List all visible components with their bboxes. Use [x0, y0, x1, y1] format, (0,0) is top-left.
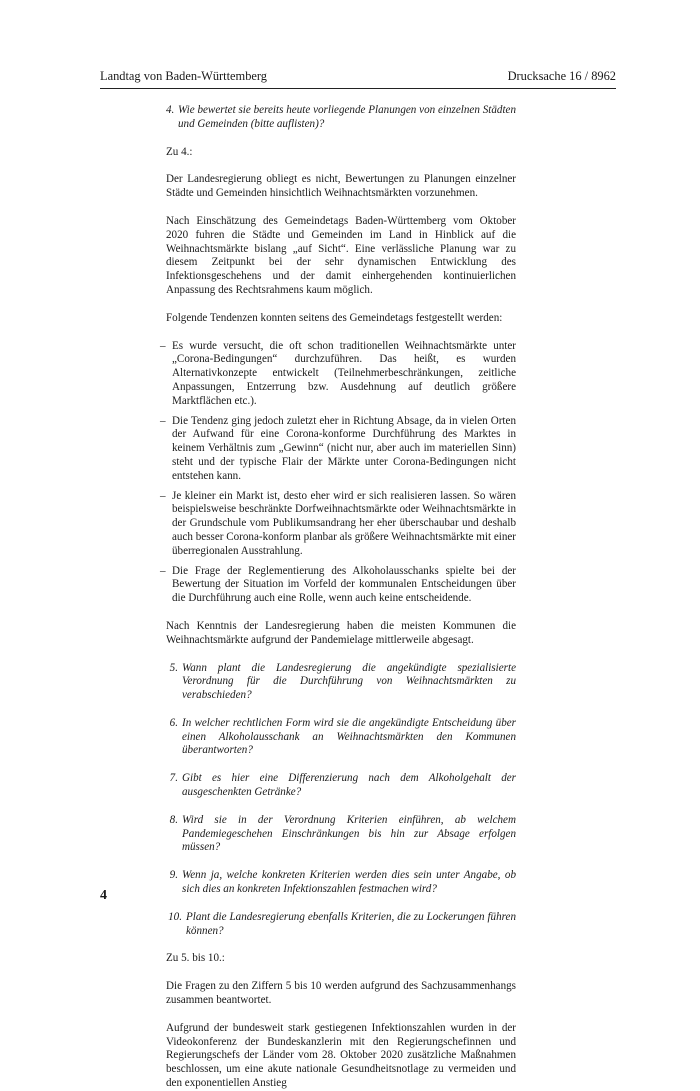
question-text: Wann plant die Landesregierung die angekündigte spezialisierte Verordnung für die Durchführung von Weihnachtsmärkten zu verabschieden?: [182, 661, 516, 702]
question-text: In welcher rechtlichen Form wird sie die angekündigte Entscheidung über einen Alkoholausschank an Weihnachtsmärkten den Kommunen überantworten?: [182, 716, 516, 757]
question-number: 9.: [169, 869, 178, 882]
question-8: [166, 814, 516, 855]
list-item-text: Die Frage der Reglementierung des Alkoholausschanks spielte bei der Bewertung der Situation im Vorfeld der kommunalen Entscheidungen über die Durchführung auch eine Rolle, wenn auch keine entscheidende.: [172, 564, 516, 605]
dash-marker: –: [160, 339, 166, 352]
question-7: [166, 772, 516, 800]
page-number: 4: [100, 888, 107, 903]
question-text: Wie bewertet sie bereits heute vorliegende Planungen von einzelnen Städten und Gemeinden (bitte auflisten)?: [178, 104, 516, 130]
question-text: Gibt es hier eine Differenzierung nach dem Alkoholgehalt der ausgeschenkten Getränke?: [182, 772, 516, 799]
question-number: 10.: [168, 910, 182, 923]
paragraph: Nach Kenntnis der Landesregierung haben die meisten Kommunen die Weihnachtsmärkte aufgrund der Pandemielage mittlerweile abgesagt.: [166, 619, 516, 646]
page-body: [160, 104, 516, 1091]
question-number: 8.: [169, 813, 178, 826]
list-item-text: Je kleiner ein Markt ist, desto eher wird er sich realisieren lassen. So wären beispielsweise beschränkte Dorfweihnachtsmärkte oder Weihnachtsmärkte in der Grundschule vom Publikumsandrang her eher überschaubar und deshalb auch besser Corona-konform planbar als größere Weihnachtsmärkte mit einer überregionalen Ausstrahlung.: [172, 489, 516, 557]
paragraph: Folgende Tendenzen konnten seitens des Gemeindetags festgestellt werden:: [166, 311, 503, 324]
page-header: [100, 69, 616, 84]
answer-5-10-label: Zu 5. bis 10.:: [166, 952, 225, 965]
header-divider: [100, 88, 616, 89]
question-number: 7.: [169, 772, 178, 785]
list-item: [160, 490, 516, 559]
dash-marker: –: [160, 414, 166, 427]
paragraph: Die Fragen zu den Ziffern 5 bis 10 werden aufgrund des Sachzusammenhangs zusammen beantwortet.: [166, 980, 516, 1007]
question-6: [166, 717, 516, 758]
dash-marker: –: [160, 564, 166, 577]
paragraph: Der Landesregierung obliegt es nicht, Bewertungen zu Planungen einzelner Städte und Gemeinden hinsichtlich Weihnachtsmärkten vorzunehmen.: [166, 173, 516, 200]
question-number: 5.: [169, 661, 178, 674]
question-9: [166, 869, 516, 897]
question-text: Wenn ja, welche konkreten Kriterien werden dies sein unter Angabe, ob sich dies an konkreten Infektionszahlen festmachen wird?: [182, 869, 516, 896]
question-4: [166, 104, 516, 132]
list-item-text: Es wurde versucht, die oft schon traditionellen Weihnachtsmärkte unter „Corona-Bedingungen“ durchzuführen. Das heißt, es wurden Alternativkonzepte entwickelt (Teilnehmerbeschränkungen, zeitliche Anpassungen, Entzerrung bzw. Ausdehnung auf deutlich größere Marktflächen etc.).: [172, 339, 516, 407]
list-item-text: Die Tendenz ging jedoch zuletzt eher in Richtung Absage, da in vielen Orten der Aufwand für eine Corona-konforme Durchführung des Marktes in keinem Verhältnis zum „Gewinn“ (nicht nur, aber auch im materiellen Sinn) steht und der typische Flair der Märkte unter Corona-Bedingungen nicht entstehen kann.: [172, 414, 516, 482]
list-item: [160, 340, 516, 409]
header-document-number: Drucksache 16 / 8962: [507, 69, 616, 83]
question-10: [166, 911, 516, 939]
question-5: [166, 662, 516, 703]
answer-4-label: Zu 4.:: [166, 145, 193, 158]
header-parliament: Landtag von Baden-Württemberg: [100, 69, 267, 83]
question-text: Wird sie in der Verordnung Kriterien einführen, ab welchem Pandemiegeschehen Einschränkungen bis hin zur Absage erfolgen müssen?: [182, 813, 516, 854]
question-number: 4.: [166, 104, 175, 116]
paragraph: Nach Einschätzung des Gemeindetags Baden-Württemberg vom Oktober 2020 fuhren die Städte und Gemeinden im Land in Hinblick auf die Weihnachtsmärkte bislang „auf Sicht“. Eine verlässliche Planung war zu diesem Zeitpunkt bei der sehr dynamischen Entwicklung des Infektionsgeschehens und der damit einhergehenden kontinuierlichen Anpassung des Rechtsrahmens kaum möglich.: [166, 214, 516, 296]
paragraph: Aufgrund der bundesweit stark gestiegenen Infektionszahlen wurden in der Videokonferenz der Bundeskanzlerin mit den Regierungschefinnen und Regierungschefs der Länder vom 28. Oktober 2020 zusätzliche Maßnahmen beschlossen, um eine akute nationale Gesundheitsnotlage zu vermeiden und den exponentiellen Anstieg: [166, 1021, 516, 1090]
question-text: Plant die Landesregierung ebenfalls Kriterien, die zu Lockerungen führen können?: [186, 910, 516, 937]
list-item: [160, 565, 516, 606]
list-item: [160, 415, 516, 484]
dash-marker: –: [160, 489, 166, 502]
question-number: 6.: [169, 716, 178, 729]
